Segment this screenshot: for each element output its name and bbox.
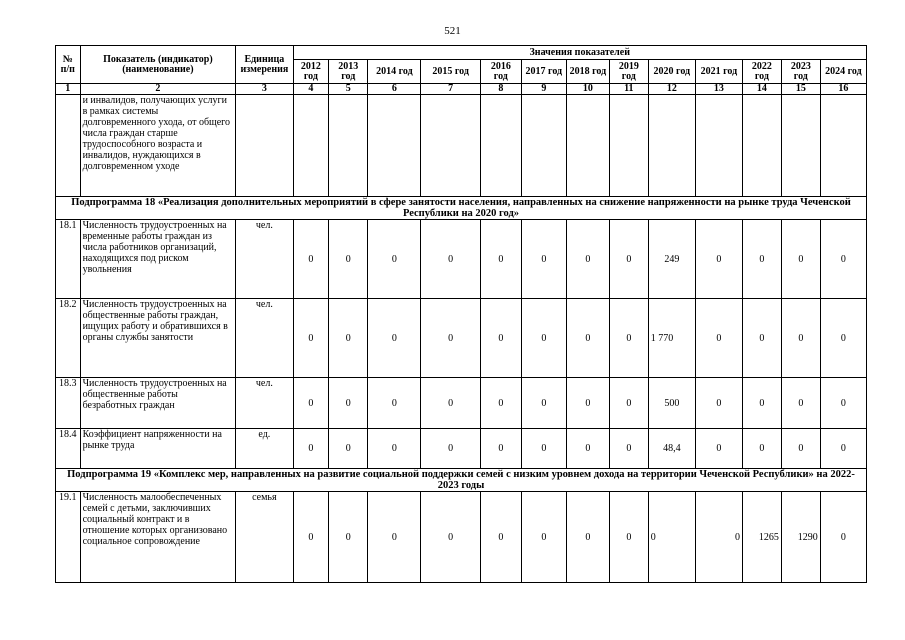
year-header: 2019 год xyxy=(609,60,648,84)
column-number: 2 xyxy=(80,84,236,95)
year-header: 2021 год xyxy=(695,60,742,84)
value-cell: 0 xyxy=(480,378,521,429)
value-cell: 0 xyxy=(368,492,421,583)
row-number: 19.1 xyxy=(56,492,81,583)
year-header: 2020 год xyxy=(648,60,695,84)
value-cell: 0 xyxy=(421,220,480,299)
row-number xyxy=(56,95,81,197)
column-number: 6 xyxy=(368,84,421,95)
table-row xyxy=(56,378,867,429)
column-number: 12 xyxy=(648,84,695,95)
value-cell: 0 xyxy=(368,299,421,378)
value-cell: 0 xyxy=(566,220,609,299)
year-header: 2022 год xyxy=(742,60,781,84)
year-header: 2023 год xyxy=(781,60,820,84)
value-cell: 0 xyxy=(781,299,820,378)
value-cell: 0 xyxy=(480,220,521,299)
value-cell: 0 xyxy=(293,220,329,299)
values-group-header: Значения показателей xyxy=(293,46,866,60)
year-header: 2015 год xyxy=(421,60,480,84)
value-cell: 0 xyxy=(695,429,742,469)
value-cell: 0 xyxy=(329,378,368,429)
year-header: 2016 год xyxy=(480,60,521,84)
column-number: 11 xyxy=(609,84,648,95)
row-number: 18.2 xyxy=(56,299,81,378)
value-cell: 0 xyxy=(480,299,521,378)
value-cell: 0 xyxy=(329,220,368,299)
unit-cell: чел. xyxy=(236,299,293,378)
column-number: 10 xyxy=(566,84,609,95)
year-header: 2012 год xyxy=(293,60,329,84)
value-cell: 0 xyxy=(566,299,609,378)
value-cell: 0 xyxy=(695,378,742,429)
column-number-row xyxy=(56,84,867,95)
value-cell: 0 xyxy=(368,378,421,429)
unit-cell: семья xyxy=(236,492,293,583)
value-cell: 0 xyxy=(609,429,648,469)
unit-cell: чел. xyxy=(236,220,293,299)
column-number: 1 xyxy=(56,84,81,95)
column-number: 5 xyxy=(329,84,368,95)
column-number: 8 xyxy=(480,84,521,95)
table-row xyxy=(56,299,867,378)
table-row xyxy=(56,429,867,469)
value-cell: 1 770 xyxy=(648,299,695,378)
section-header-row xyxy=(56,469,867,492)
value-cell: 1265 xyxy=(742,492,781,583)
column-number: 16 xyxy=(820,84,866,95)
year-header: 2024 год xyxy=(820,60,866,84)
year-header: 2017 год xyxy=(521,60,566,84)
column-number: 13 xyxy=(695,84,742,95)
value-cell: 0 xyxy=(368,220,421,299)
value-cell: 0 xyxy=(781,220,820,299)
unit-cell: чел. xyxy=(236,378,293,429)
year-header: 2018 год xyxy=(566,60,609,84)
value-cell: 0 xyxy=(521,378,566,429)
value-cell: 0 xyxy=(820,378,866,429)
value-cell: 0 xyxy=(742,429,781,469)
year-header: 2014 год xyxy=(368,60,421,84)
value-cell: 0 xyxy=(521,220,566,299)
indicator-name: Коэффициент напряженности на рынке труда xyxy=(80,429,236,469)
column-number: 3 xyxy=(236,84,293,95)
num-col-header: № п/п xyxy=(56,46,81,84)
value-cell: 0 xyxy=(566,492,609,583)
value-cell: 0 xyxy=(480,492,521,583)
value-cell: 0 xyxy=(742,299,781,378)
page-number: 521 xyxy=(444,25,461,37)
table-row xyxy=(56,220,867,299)
value-cell: 48,4 xyxy=(648,429,695,469)
value-cell: 0 xyxy=(293,429,329,469)
column-number: 15 xyxy=(781,84,820,95)
subprogram-19-title: Подпрограмма 19 «Комплекс мер, направленных на развитие социальной поддержки семей с низким уровнем дохода на территории Чеченской Республики» на 2022-2023 годы xyxy=(56,469,867,492)
column-number: 4 xyxy=(293,84,329,95)
value-cell: 0 xyxy=(695,220,742,299)
indicator-col-header: Показатель (индикатор) (наименование) xyxy=(80,46,236,84)
value-cell: 0 xyxy=(329,492,368,583)
subprogram-18-title: Подпрограмма 18 «Реализация дополнительных мероприятий в сфере занятости населения, направленных на снижение напряженности на рынке труда Чеченской Республики на 2020 год» xyxy=(56,197,867,220)
table-row xyxy=(56,492,867,583)
value-cell: 500 xyxy=(648,378,695,429)
value-cell: 0 xyxy=(695,299,742,378)
value-cell: 0 xyxy=(329,429,368,469)
value-cell: 0 xyxy=(820,492,866,583)
year-header: 2013 год xyxy=(329,60,368,84)
value-cell: 0 xyxy=(421,429,480,469)
value-cell: 0 xyxy=(566,429,609,469)
value-cell: 0 xyxy=(609,220,648,299)
value-cell: 0 xyxy=(293,378,329,429)
indicator-name: Численность трудоустроенных на общественные работы безработных граждан xyxy=(80,378,236,429)
unit-cell xyxy=(236,95,293,197)
value-cell: 0 xyxy=(820,220,866,299)
column-number: 7 xyxy=(421,84,480,95)
column-number: 9 xyxy=(521,84,566,95)
value-cell: 0 xyxy=(742,220,781,299)
value-cell: 0 xyxy=(566,378,609,429)
indicator-name: Численность малообеспеченных семей с детьми, заключивших социальный контракт и в отношение которых организовано социальное сопровождение xyxy=(80,492,236,583)
value-cell: 0 xyxy=(293,299,329,378)
unit-col-header: Единица измерения xyxy=(236,46,293,84)
value-cell: 0 xyxy=(781,429,820,469)
value-cell: 0 xyxy=(609,378,648,429)
value-cell: 249 xyxy=(648,220,695,299)
value-cell: 0 xyxy=(521,299,566,378)
unit-cell: ед. xyxy=(236,429,293,469)
value-cell: 0 xyxy=(648,492,695,583)
indicators-table xyxy=(55,45,867,583)
value-cell: 0 xyxy=(695,492,742,583)
indicator-name: Численность трудоустроенных на временные работы граждан из числа работников организаций, находящихся под риском увольнения xyxy=(80,220,236,299)
value-cell: 0 xyxy=(293,492,329,583)
value-cell: 1290 xyxy=(781,492,820,583)
value-cell: 0 xyxy=(609,492,648,583)
indicator-name: Численность трудоустроенных на общественные работы граждан, ищущих работу и обратившихся в органы службы занятости xyxy=(80,299,236,378)
value-cell: 0 xyxy=(421,378,480,429)
indicator-name: и инвалидов, получающих услуги в рамках системы долговременного ухода, от общего числа граждан старше трудоспособного возраста и инвалидов, нуждающихся в долговременном уходе xyxy=(80,95,236,197)
value-cell: 0 xyxy=(521,429,566,469)
value-cell: 0 xyxy=(781,378,820,429)
value-cell: 0 xyxy=(368,429,421,469)
table-row xyxy=(56,95,867,197)
value-cell: 0 xyxy=(820,429,866,469)
value-cell: 0 xyxy=(742,378,781,429)
value-cell: 0 xyxy=(421,299,480,378)
column-number: 14 xyxy=(742,84,781,95)
value-cell: 0 xyxy=(421,492,480,583)
value-cell: 0 xyxy=(329,299,368,378)
value-cell: 0 xyxy=(820,299,866,378)
value-cell: 0 xyxy=(521,492,566,583)
row-number: 18.3 xyxy=(56,378,81,429)
value-cell: 0 xyxy=(609,299,648,378)
row-number: 18.4 xyxy=(56,429,81,469)
section-header-row xyxy=(56,197,867,220)
row-number: 18.1 xyxy=(56,220,81,299)
value-cell: 0 xyxy=(480,429,521,469)
